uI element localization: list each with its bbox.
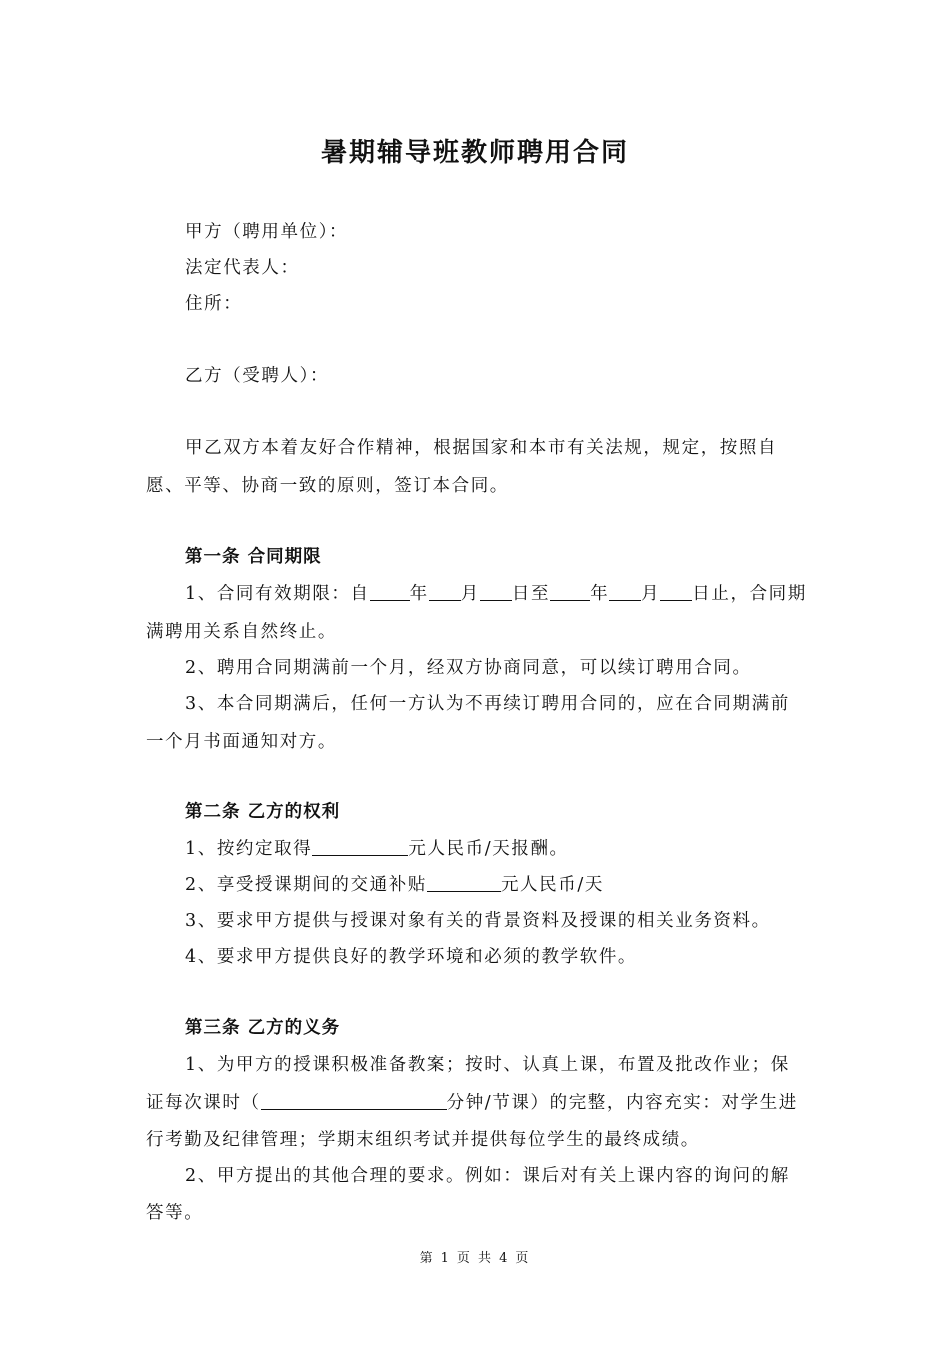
item-text: 分钟/节课）的完整，内容充实：对学生进 bbox=[446, 1093, 798, 1113]
address-label: 住所： bbox=[185, 294, 243, 314]
transport-blank bbox=[427, 873, 501, 892]
item-text: 月 bbox=[460, 584, 480, 604]
legal-rep-label: 法定代表人： bbox=[185, 258, 300, 278]
article-1-item-1-cont: 满聘用关系自然终止。 bbox=[146, 622, 337, 642]
item-text: 元人民币/天报酬。 bbox=[408, 839, 569, 859]
article-2-heading: 第二条 乙方的权利 bbox=[185, 802, 341, 822]
article-3-item-1-cont bbox=[146, 1089, 798, 1114]
article-3-item-2: 2、甲方提出的其他合理的要求。例如：课后对有关上课内容的询问的解 bbox=[185, 1166, 790, 1186]
article-3-heading: 第三条 乙方的义务 bbox=[185, 1018, 341, 1038]
article-2-item-1 bbox=[185, 835, 569, 860]
article-1-heading: 第一条 合同期限 bbox=[185, 547, 322, 567]
day-blank-1 bbox=[480, 582, 512, 601]
article-3-item-2-cont: 答等。 bbox=[146, 1203, 204, 1223]
page-mid: 页 共 bbox=[456, 1251, 494, 1266]
article-1-item-3-cont: 一个月书面通知对方。 bbox=[146, 732, 337, 752]
item-text: 年 bbox=[590, 584, 610, 604]
item-text: 2、享受授课期间的交通补贴 bbox=[185, 875, 427, 895]
article-2-item-4: 4、要求甲方提供良好的教学环境和必须的教学软件。 bbox=[185, 947, 638, 967]
item-text: 1、按约定取得 bbox=[185, 839, 313, 859]
intro-line-2: 愿、平等、协商一致的原则，签订本合同。 bbox=[146, 476, 509, 496]
year-blank-2 bbox=[550, 582, 590, 601]
document-title: 暑期辅导班教师聘用合同 bbox=[320, 138, 629, 168]
article-1-item-2: 2、聘用合同期满前一个月，经双方协商同意，可以续订聘用合同。 bbox=[185, 658, 752, 678]
item-text: 月 bbox=[641, 584, 661, 604]
party-a-label: 甲方（聘用单位）： bbox=[185, 222, 349, 242]
item-text: 1、合同有效期限：自 bbox=[185, 584, 370, 604]
item-text: 日止，合同期 bbox=[692, 584, 807, 604]
article-3-item-1-cont-2: 行考勤及纪律管理；学期末组织考试并提供每位学生的最终成绩。 bbox=[146, 1130, 700, 1150]
month-blank-2 bbox=[609, 582, 641, 601]
minutes-blank bbox=[261, 1091, 447, 1110]
article-2-item-2 bbox=[185, 871, 604, 896]
item-text: 证每次课时（ bbox=[146, 1093, 261, 1113]
item-text: 元人民币/天 bbox=[500, 875, 604, 895]
intro-line-1: 甲乙双方本着友好合作精神，根据国家和本市有关法规，规定，按照自 bbox=[185, 438, 778, 458]
day-blank-2 bbox=[660, 582, 692, 601]
party-b-label: 乙方（受聘人）： bbox=[185, 366, 330, 386]
year-blank-1 bbox=[370, 582, 410, 601]
item-text: 日至 bbox=[511, 584, 551, 604]
page-current: 1 bbox=[440, 1251, 451, 1266]
salary-blank bbox=[312, 837, 408, 856]
article-1-item-1 bbox=[185, 580, 807, 605]
page-footer bbox=[0, 1247, 950, 1266]
article-2-item-3: 3、要求甲方提供与授课对象有关的背景资料及授课的相关业务资料。 bbox=[185, 911, 771, 931]
item-text: 年 bbox=[409, 584, 429, 604]
page-total: 4 bbox=[499, 1251, 510, 1266]
page-suffix: 页 bbox=[515, 1251, 531, 1266]
page-prefix: 第 bbox=[419, 1251, 435, 1266]
month-blank-1 bbox=[429, 582, 461, 601]
article-1-item-3: 3、本合同期满后，任何一方认为不再续订聘用合同的，应在合同期满前 bbox=[185, 694, 790, 714]
article-3-item-1: 1、为甲方的授课积极准备教案；按时、认真上课，布置及批改作业；保 bbox=[185, 1055, 790, 1075]
